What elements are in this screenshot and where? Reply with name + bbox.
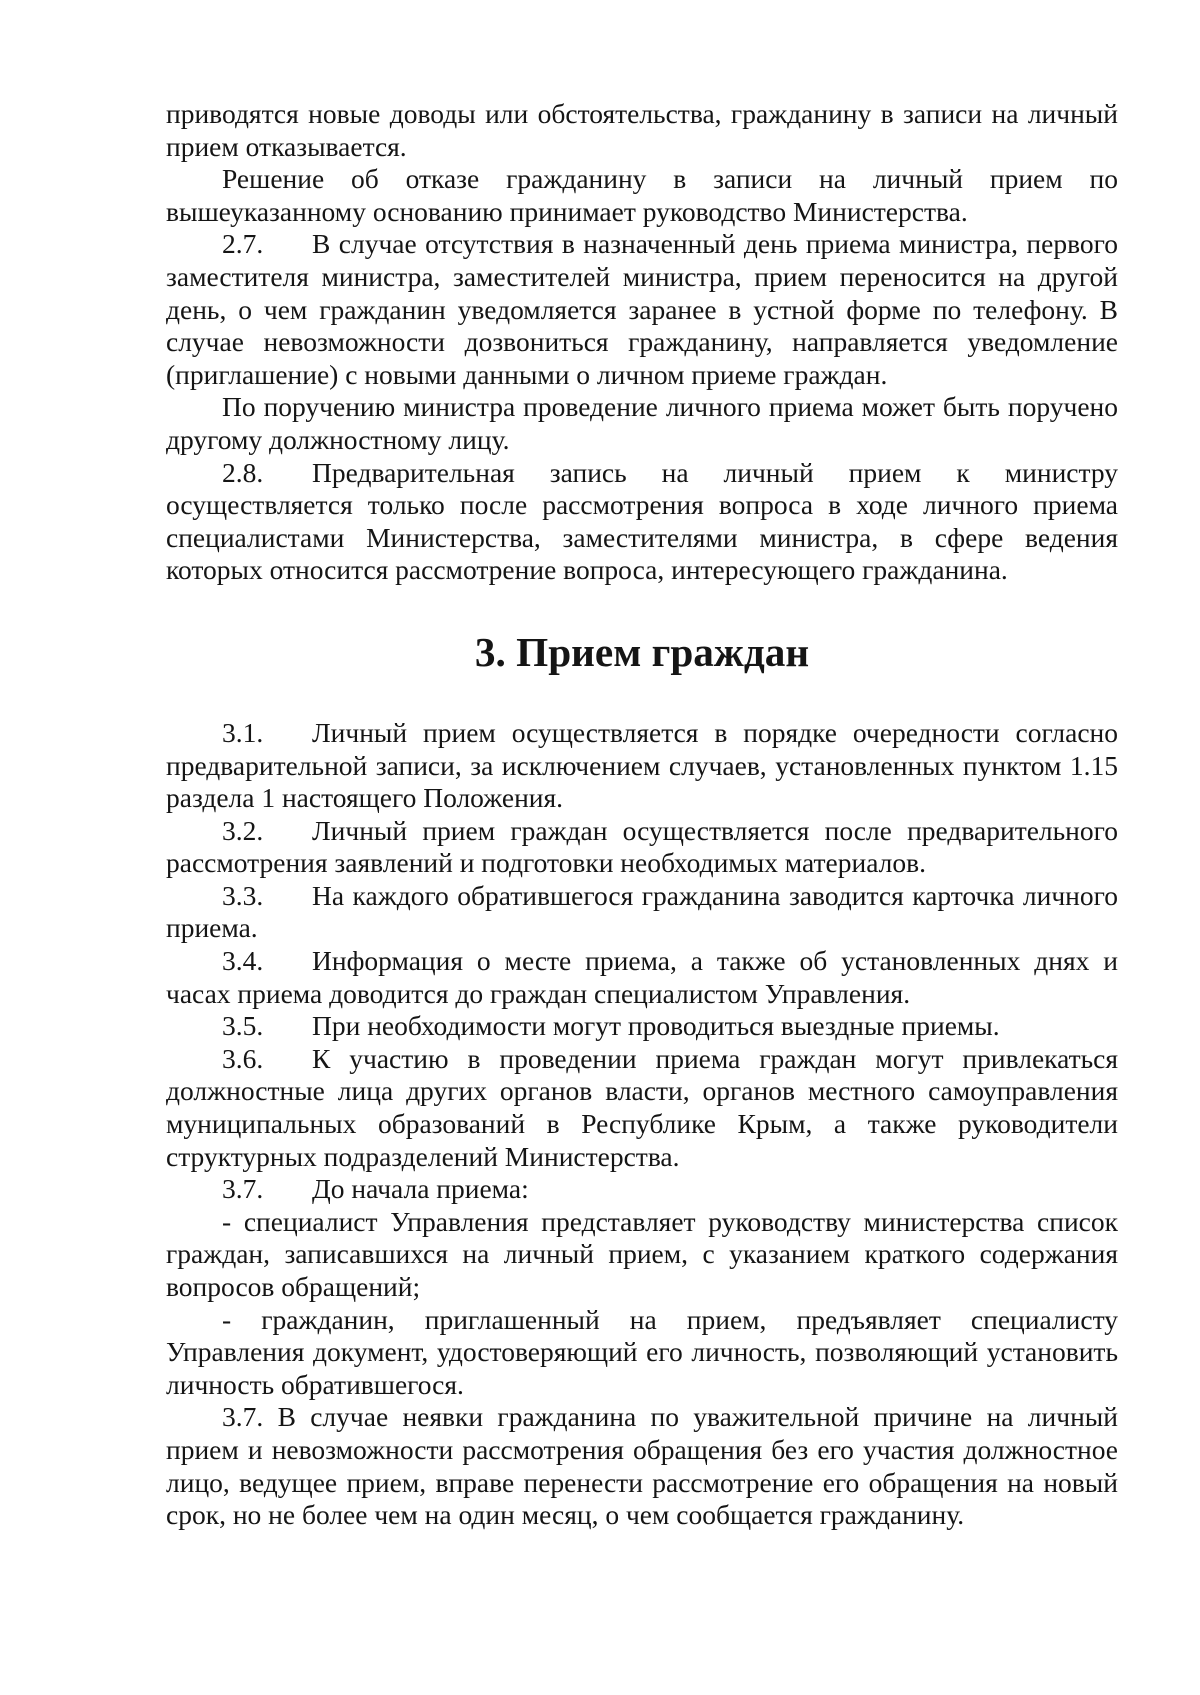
paragraph-3-2: 3.2. Личный прием граждан осуществляется после предварительного рассмотрения заявлений и подготовки необходимых материалов. <box>166 814 1118 879</box>
paragraph-3-1: 3.1. Личный прием осуществляется в порядке очередности согласно предварительной записи, за исключением случаев, установленных пунктом 1.15 раздела 1 настоящего Положения. <box>166 716 1118 814</box>
paragraph-delegation: По поручению министра проведение личного приема может быть поручено другому должностному лицу. <box>166 391 1118 455</box>
paragraph-number: 3.6. <box>222 1042 264 1074</box>
list-item-citizen: - гражданин, приглашенный на прием, предъявляет специалисту Управления документ, удостоверяющий его личность, позволяющий установить личность обратившегося. <box>166 1303 1118 1400</box>
paragraph-number: 3.4. <box>222 945 264 977</box>
paragraph-3-7-absence: 3.7. В случае неявки гражданина по уважительной причине на личный прием и невозможности рассмотрения обращения без его участия должностное лицо, ведущее прием, вправе перенести рассмотрение его обращения на новый срок, но не более чем на один месяц, о чем сообщается гражданину. <box>166 1401 1118 1531</box>
paragraph-2-7: 2.7. В случае отсутствия в назначенный день приема министра, первого заместителя министра, заместителей министра, прием переносится на другой день, о чем гражданин уведомляется заранее в устной форме по телефону. В случае невозможности дозвониться гражданину, направляется уведомление (приглашение) с новыми данными о личном приеме граждан. <box>166 228 1118 390</box>
paragraph-3-6: 3.6. К участию в проведении приема граждан могут привлекаться должностные лица других органов власти, органов местного самоуправления муниципальных образований в Республике Крым, а также руководители структурных подразделений Министерства. <box>166 1042 1118 1172</box>
paragraph-3-7: 3.7. До начала приема: <box>222 1173 529 1205</box>
list-item-specialist: - специалист Управления представляет руководству министерства список граждан, записавшихся на личный прием, с указанием краткого содержания вопросов обращений; <box>166 1205 1118 1302</box>
paragraph-3-3: 3.3. На каждого обратившегося гражданина заводится карточка личного приема. <box>166 879 1118 944</box>
section-title: 3. Прием граждан <box>474 628 810 675</box>
paragraph-number: 2.8. <box>222 456 264 488</box>
paragraph-number: 3.5. <box>222 1010 264 1042</box>
paragraph-3-5: 3.5. При необходимости могут проводиться выездные приемы. <box>222 1010 1000 1042</box>
paragraph-3-4: 3.4. Информация о месте приема, а также об установленных днях и часах приема доводится до граждан специалистом Управления. <box>166 945 1118 1009</box>
paragraph-number: 3.1. <box>222 716 264 748</box>
paragraph-2-8: 2.8. Предварительная запись на личный прием к министру осуществляется только после рассмотрения вопроса в ходе личного приема специалистами Министерства, заместителями министра, в сфере ведения которых относится рассмотрение вопроса, интересующего гражданина. <box>166 456 1118 586</box>
paragraph-continuation: приводятся новые доводы или обстоятельства, гражданину в записи на личный прием отказывается. <box>166 98 1118 162</box>
document-body <box>166 98 1118 1532</box>
paragraph-number: 3.3. <box>222 879 264 911</box>
paragraph-number: 2.7. <box>222 228 264 260</box>
paragraph-number: 3.2. <box>222 814 264 846</box>
paragraph-number: 3.7. <box>222 1173 264 1205</box>
paragraph-refusal-decision: Решение об отказе гражданину в записи на личный прием по вышеуказанному основанию принимает руководство Министерства. <box>166 163 1118 227</box>
